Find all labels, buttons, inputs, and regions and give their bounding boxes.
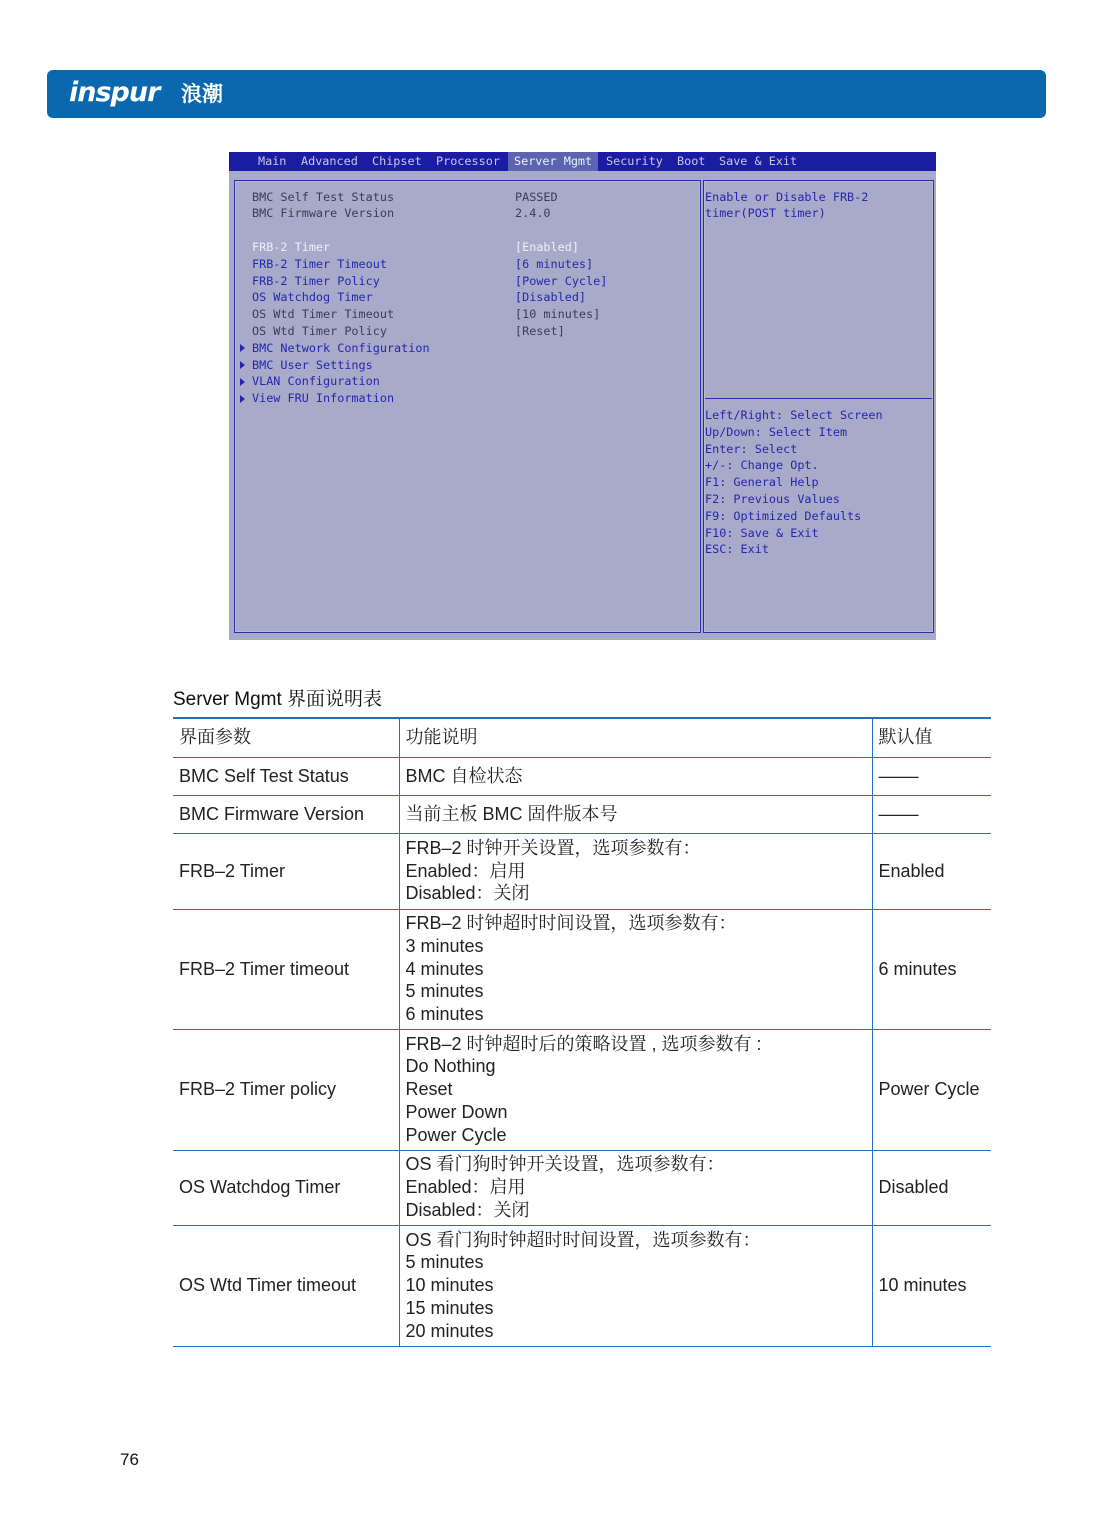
table-row: [173, 1029, 991, 1150]
triangle-right-icon: [240, 344, 245, 352]
bios-tab-server-mgmt: Server Mgmt: [508, 152, 598, 171]
description-line: FRB–2 时钟开关设置，选项参数有：: [405, 837, 701, 858]
triangle-right-icon: [240, 378, 245, 386]
description-line: BMC 自检状态: [405, 765, 523, 786]
table-header-cell: 默认值: [872, 718, 991, 757]
description-cell: [399, 757, 872, 795]
bios-submenu-label: VLAN Configuration: [252, 374, 380, 389]
description-line: FRB–2 时钟超时时间设置，选项参数有：: [405, 913, 737, 934]
bios-key-hint: F9: Optimized Defaults: [705, 508, 862, 523]
bios-submenu-label: BMC User Settings: [252, 357, 373, 372]
description-cell: [399, 833, 872, 909]
bios-item-value: [Reset]: [515, 323, 565, 338]
description-line: FRB–2 时钟超时后的策略设置 , 选项参数有 :: [405, 1033, 762, 1054]
default-cell: ––––: [872, 757, 991, 795]
bios-item-label: OS Wtd Timer Policy: [252, 323, 387, 338]
server-mgmt-table: [173, 717, 991, 1347]
bios-key-legend: [705, 407, 933, 558]
bios-help-divider: [705, 398, 932, 399]
description-line: Enabled：启用: [405, 1177, 526, 1198]
bios-item-value: [Disabled]: [515, 290, 587, 305]
bios-item-label: FRB-2 Timer: [252, 239, 331, 254]
bios-key-hint: Enter: Select: [705, 441, 798, 456]
table-row: [173, 1225, 991, 1346]
bios-key-hint: Left/Right: Select Screen: [705, 408, 883, 422]
table-row: [173, 909, 991, 1029]
table-header-row: [173, 718, 991, 757]
bios-item-value: [10 minutes]: [515, 307, 601, 322]
bios-item-os-watchdog-timer: [235, 289, 700, 306]
description-line: Reset: [405, 1079, 453, 1100]
bios-key-hint: F10: Save & Exit: [705, 525, 819, 540]
bios-item-os-wtd-timer-timeout: [235, 306, 700, 323]
bios-help-panel: [703, 180, 934, 633]
triangle-right-icon: [240, 395, 245, 403]
bios-item-os-wtd-timer-policy: [235, 323, 700, 340]
description-line: 3 minutes: [405, 935, 484, 956]
description-line: OS 看门狗时钟超时时间设置，选项参数有：: [405, 1229, 761, 1250]
bios-key-hint: ESC: Exit: [705, 542, 769, 557]
bios-tab-processor: Processor: [436, 154, 500, 168]
bios-item-value: [6 minutes]: [515, 256, 594, 271]
description-line: 15 minutes: [405, 1297, 494, 1318]
default-cell: Power Cycle: [872, 1029, 991, 1150]
default-cell: Disabled: [872, 1150, 991, 1225]
table-row: [173, 1150, 991, 1225]
description-line: 10 minutes: [405, 1275, 494, 1296]
description-line: Power Cycle: [405, 1124, 507, 1145]
bios-item-frb2-timer: [235, 239, 700, 256]
bios-key-hint: F2: Previous Values: [705, 491, 840, 506]
description-line: Do Nothing: [405, 1056, 496, 1077]
bios-submenu-view-fru-information: [235, 390, 700, 407]
description-line: 4 minutes: [405, 958, 484, 979]
description-line: OS 看门狗时钟开关设置，选项参数有：: [405, 1154, 725, 1175]
bios-submenu-bmc-network-configuration: [235, 340, 700, 357]
bios-key-hint: F1: General Help: [705, 475, 819, 490]
table-header-cell: 功能说明: [399, 718, 872, 757]
bios-item-value: 2.4.0: [515, 206, 551, 221]
bios-screenshot: [229, 152, 936, 640]
bios-item-label: BMC Self Test Status: [252, 189, 395, 204]
table-header-cell: 界面参数: [173, 718, 399, 757]
default-cell: ––––: [872, 795, 991, 833]
description-line: 5 minutes: [405, 1252, 484, 1273]
brand-logo-chinese: 浪潮: [181, 82, 223, 106]
description-line: Disabled：关闭: [405, 1199, 530, 1220]
bios-help-line: Enable or Disable FRB-2: [705, 189, 869, 204]
bios-item-label: OS Watchdog Timer: [252, 290, 373, 305]
bios-item-help: [705, 189, 933, 223]
default-cell: 6 minutes: [872, 909, 991, 1029]
param-cell: FRB–2 Timer policy: [173, 1029, 399, 1150]
description-cell: [399, 909, 872, 1029]
bios-item-frb2-timer-policy: [235, 273, 700, 290]
description-cell: [399, 795, 872, 833]
param-cell: FRB–2 Timer timeout: [173, 909, 399, 1029]
bios-key-hint: Up/Down: Select Item: [705, 424, 848, 439]
header-bar: [47, 70, 1046, 118]
bios-item-frb2-timer-timeout: [235, 256, 700, 273]
description-line: Enabled：启用: [405, 860, 526, 881]
description-line: Disabled：关闭: [405, 883, 530, 904]
param-cell: OS Wtd Timer timeout: [173, 1225, 399, 1346]
description-cell: [399, 1225, 872, 1346]
bios-item-label: BMC Firmware Version: [252, 206, 395, 221]
bios-menu-bar: [229, 152, 936, 171]
bios-key-hint: +/-: Change Opt.: [705, 458, 819, 473]
bios-item-label: FRB-2 Timer Timeout: [252, 256, 387, 271]
bios-item-bmc-self-test-status: [235, 189, 700, 206]
bios-tab-advanced: Advanced: [301, 154, 358, 168]
bios-item-value: [Enabled]: [515, 239, 579, 254]
table-row: [173, 833, 991, 909]
param-cell: BMC Self Test Status: [173, 757, 399, 795]
description-cell: [399, 1029, 872, 1150]
bios-submenu-vlan-configuration: [235, 373, 700, 390]
bios-item-label: FRB-2 Timer Policy: [252, 273, 380, 288]
table-row: [173, 757, 991, 795]
bios-item-value: [Power Cycle]: [515, 273, 608, 288]
bios-submenu-label: BMC Network Configuration: [252, 340, 430, 355]
bios-help-line: timer(POST timer): [705, 206, 826, 221]
bios-item-label: OS Wtd Timer Timeout: [252, 307, 395, 322]
table-caption: Server Mgmt 界面说明表: [173, 689, 383, 710]
page-number: 76: [120, 1450, 139, 1469]
description-line: 5 minutes: [405, 981, 484, 1002]
default-cell: Enabled: [872, 833, 991, 909]
bios-item-bmc-firmware-version: [235, 205, 700, 222]
description-cell: [399, 1150, 872, 1225]
param-cell: BMC Firmware Version: [173, 795, 399, 833]
param-cell: FRB–2 Timer: [173, 833, 399, 909]
table-row: [173, 795, 991, 833]
triangle-right-icon: [240, 361, 245, 369]
bios-submenu-label: View FRU Information: [252, 391, 395, 406]
brand-logo-text: inspur: [69, 77, 160, 108]
default-cell: 10 minutes: [872, 1225, 991, 1346]
bios-spacer: [235, 222, 700, 239]
bios-settings-panel: [234, 180, 701, 633]
bios-settings-list: [235, 189, 700, 407]
description-line: Power Down: [405, 1101, 508, 1122]
description-line: 20 minutes: [405, 1320, 494, 1341]
bios-tab-save-exit: Save & Exit: [719, 154, 798, 168]
bios-tab-security: Security: [606, 154, 663, 168]
bios-submenu-bmc-user-settings: [235, 357, 700, 374]
bios-tab-boot: Boot: [677, 154, 706, 168]
param-cell: OS Watchdog Timer: [173, 1150, 399, 1225]
bios-tab-main: Main: [258, 154, 287, 168]
description-line: 6 minutes: [405, 1004, 484, 1025]
description-line: 当前主板 BMC 固件版本号: [405, 803, 618, 824]
bios-tab-chipset: Chipset: [372, 154, 422, 168]
bios-item-value: PASSED: [515, 189, 558, 204]
